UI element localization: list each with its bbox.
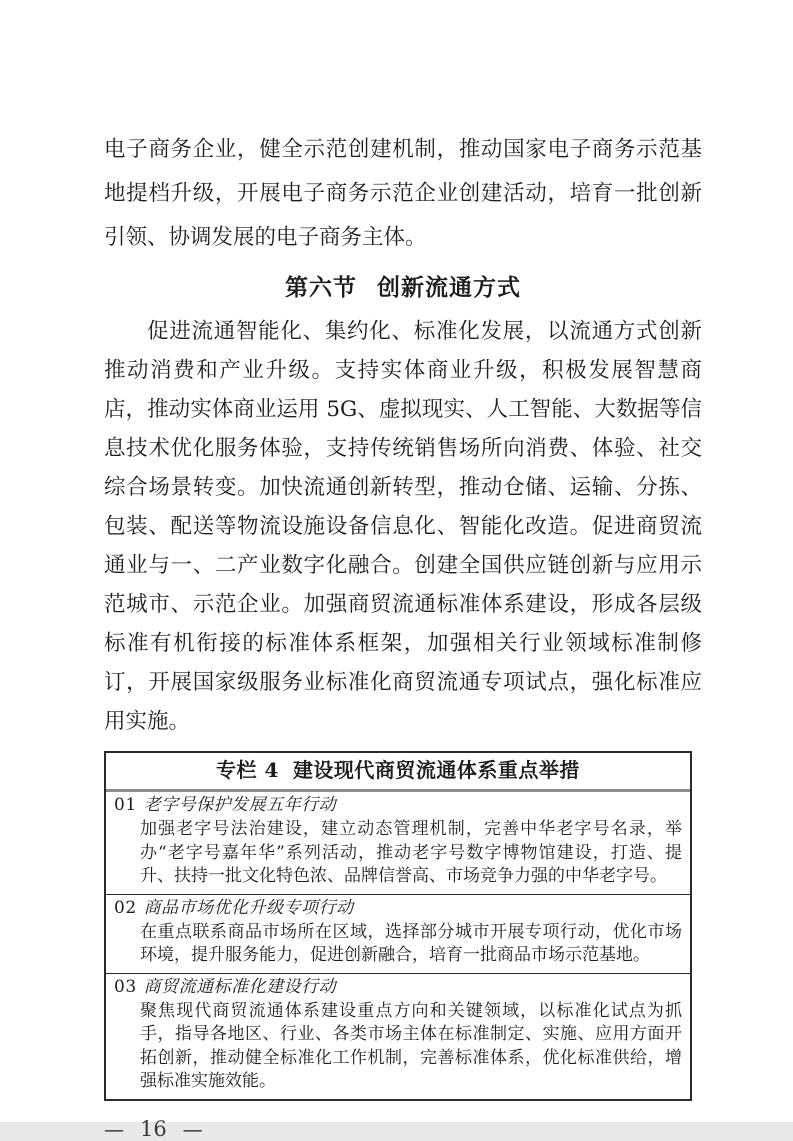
feature-box-title: 建设现代商贸流通体系重点举措 [292, 758, 580, 782]
box-item-1-title: 老字号保护发展五年行动 [143, 795, 337, 815]
box-item-3-heading [114, 977, 682, 998]
box-item-3 [106, 974, 690, 1099]
box-item-1 [106, 792, 690, 895]
section-heading [104, 272, 702, 304]
feature-box-label: 专栏 4 [216, 758, 279, 782]
section-heading-label: 第六节 [285, 274, 357, 301]
box-item-1-number: 01 [114, 795, 137, 815]
main-paragraph: 促进流通智能化、集约化、标准化发展，以流通方式创新推动消费和产业升级。支持实体商业升级，积极发展智慧商店，推动实体商业运用 5G、虚拟现实、人工智能、大数据等信息技术优化服务体验，支持传统销售场所向消费、体验、社交综合场景转变。加快流通创新转型，推动仓储、运输、分拣、包装、配送等物流设施设备信息化、智能化改造。促进商贸流通业与一、二产业数字化融合。创建全国供应链创新与应用示范城市、示范企业。加强商贸流通标准体系建设，形成各层级标准有机衔接的标准体系框架，加强相关行业领域标准制修订，开展国家级服务业标准化商贸流通专项试点，强化标准应用实施。 [104, 319, 702, 734]
box-item-3-number: 03 [114, 976, 137, 997]
box-item-1-body: 加强老字号法治建设，建立动态管理机制，完善中华老字号名录，举办“老字号嘉年华”系列活动，推动老字号数字博物馆建设，打造、提升、扶持一批文化特色浓、品牌信誉高、市场竞争力强的中华老字号。 [140, 819, 682, 886]
feature-box-header [106, 753, 690, 792]
page-footer [104, 1117, 702, 1141]
footer-right-dash: — [182, 1116, 203, 1141]
box-item-2-body: 在重点联系商品市场所在区域，选择部分城市开展专项行动，优化市场环境，提升服务能力，促进创新融合，培育一批商品市场示范基地。 [140, 921, 682, 965]
box-item-3-body: 聚焦现代商贸流通体系建设重点方向和关键领域，以标准化试点为抓手，指导各地区、行业、各类市场主体在标准制定、实施、应用方面开拓创新，推动健全标准化工作机制，完善标准体系，优化标准供给，增强标准实施效能。 [140, 1000, 682, 1091]
box-item-2-title: 商品市场优化升级专项行动 [143, 897, 354, 918]
feature-box [104, 751, 692, 1101]
box-item-2 [106, 895, 690, 974]
box-item-2-heading [114, 898, 682, 919]
intro-paragraph: 电子商务企业，健全示范创建机制，推动国家电子商务示范基地提档升级，开展电子商务示范企业创建活动，培育一批创新引领、协调发展的电子商务主体。 [104, 137, 702, 250]
section-heading-title: 创新流通方式 [377, 274, 521, 301]
footer-left-dash: — [104, 1116, 124, 1141]
footer-page-number: 16 [140, 1116, 167, 1141]
box-item-3-title: 商贸流通标准化建设行动 [143, 976, 337, 997]
box-item-2-number: 02 [114, 897, 137, 918]
box-item-1-heading [114, 795, 682, 816]
